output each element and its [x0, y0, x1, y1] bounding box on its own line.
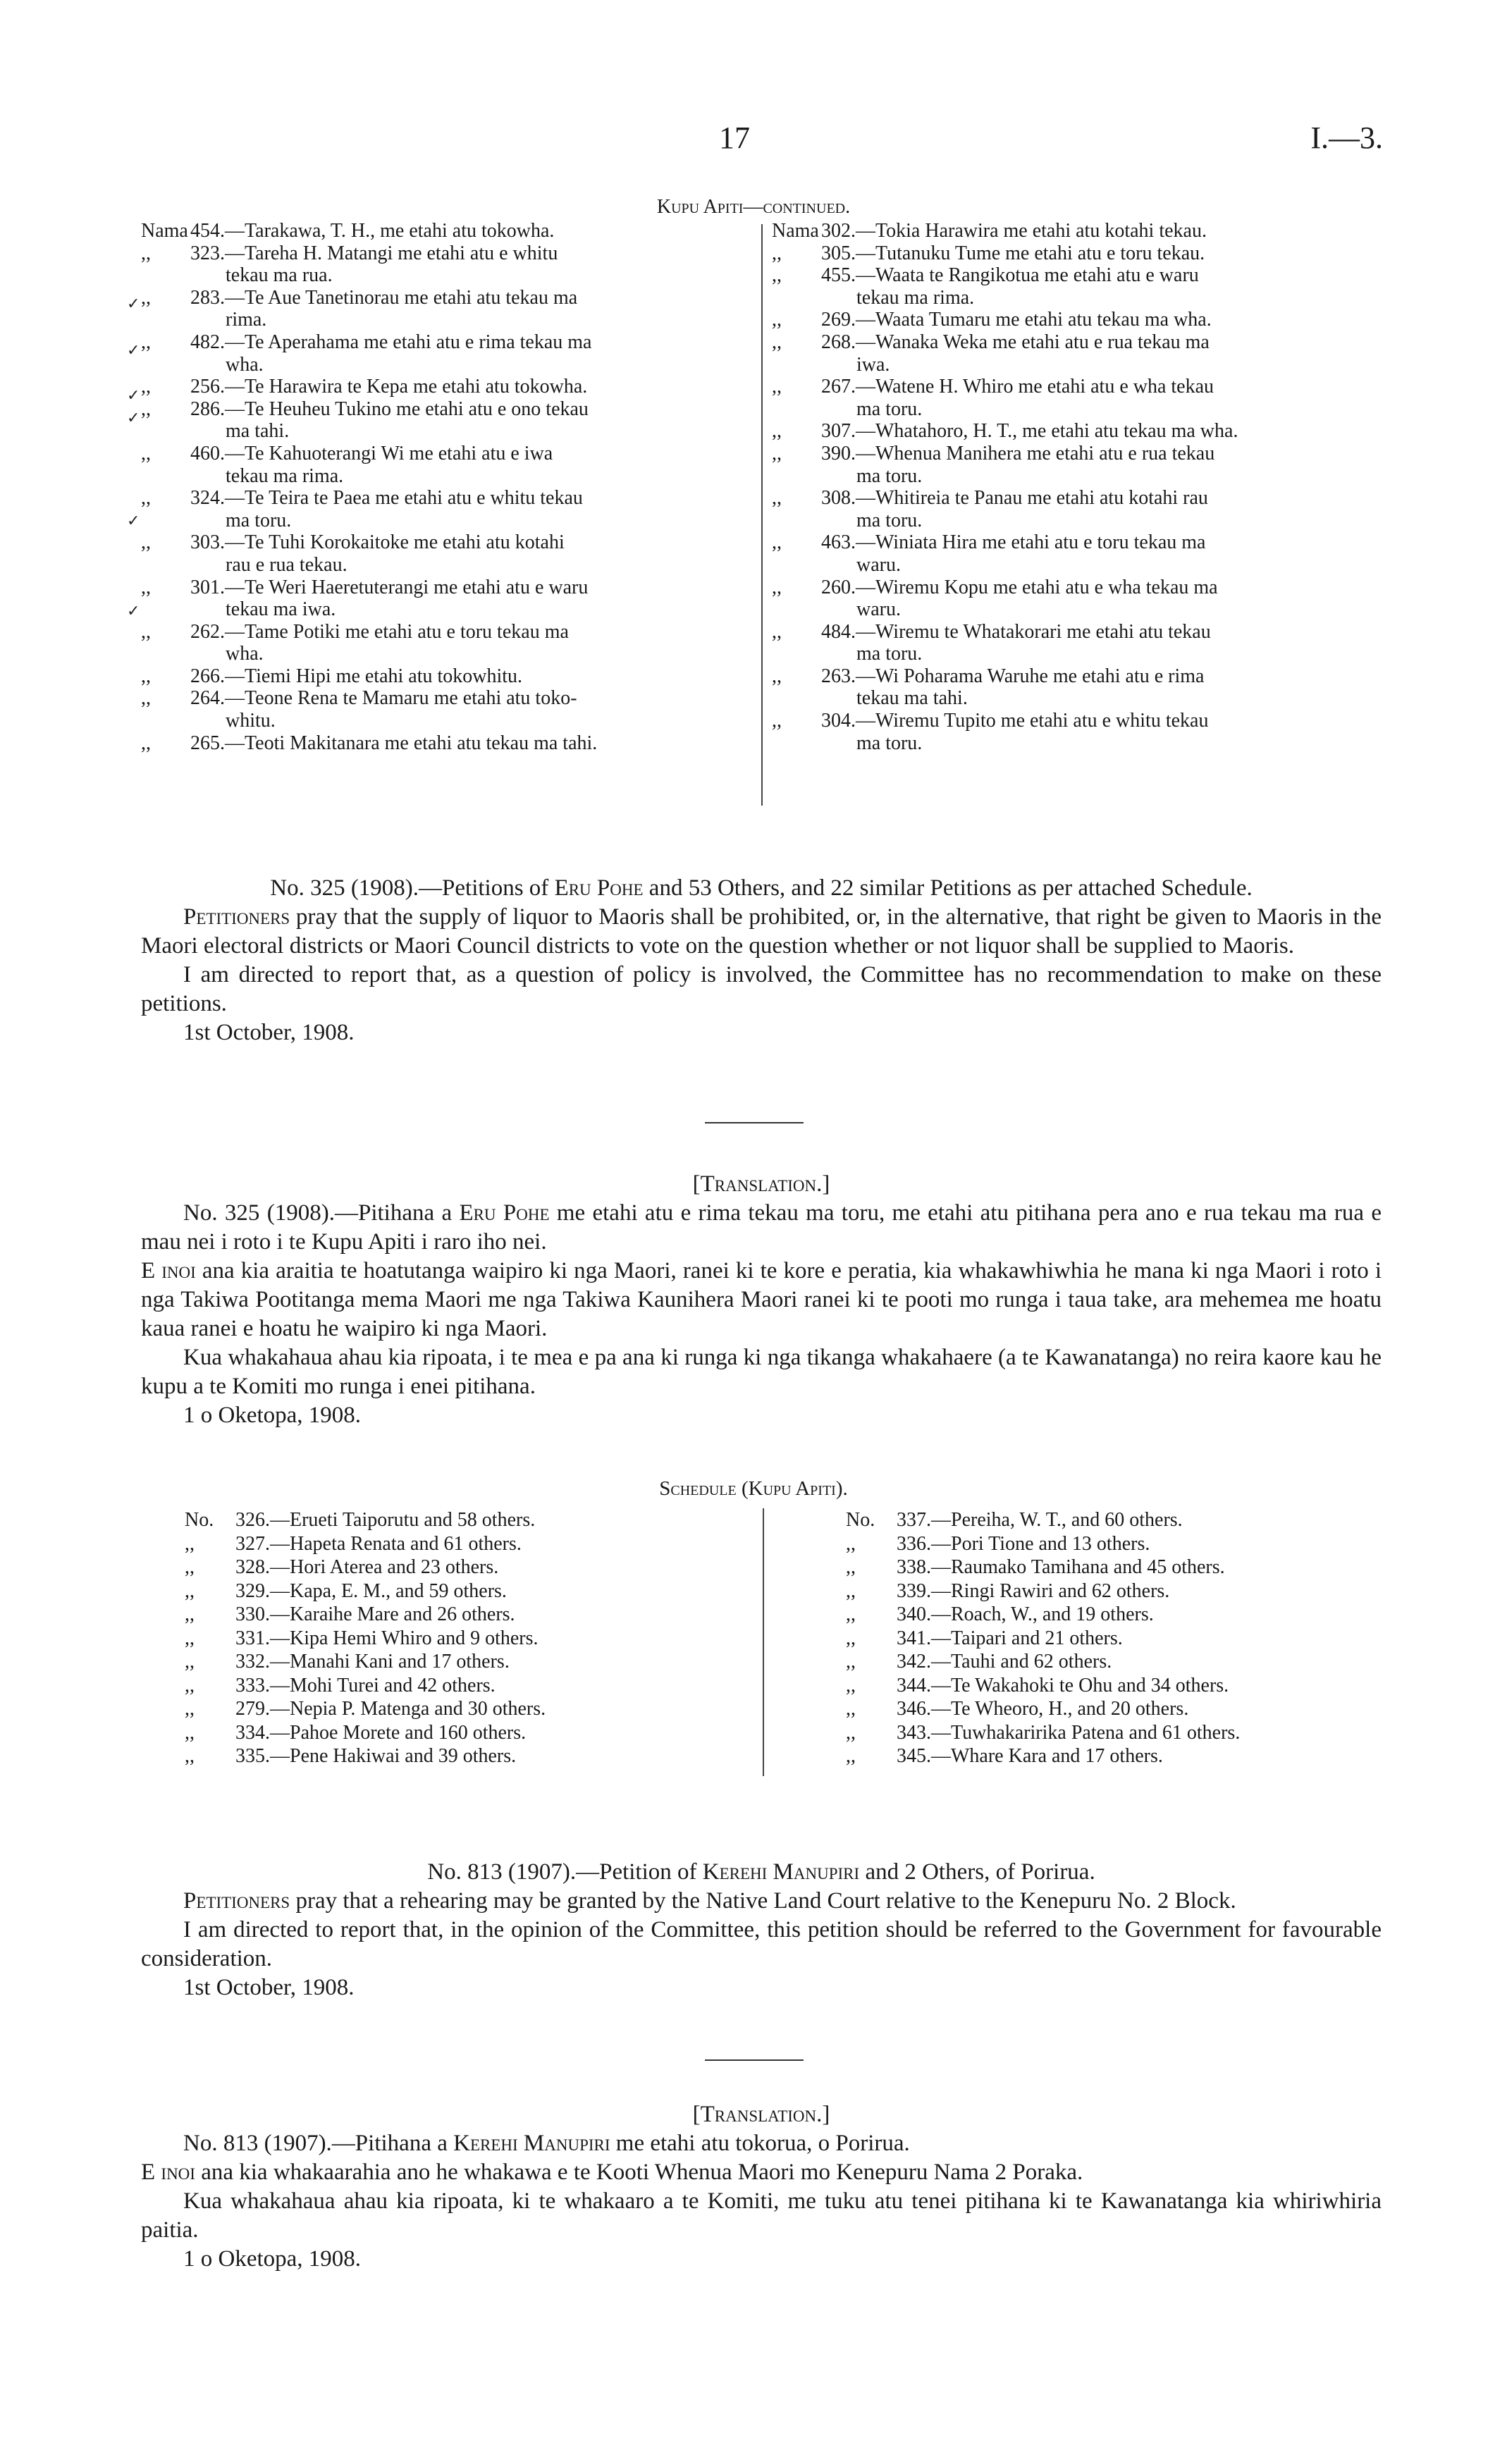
schedule-row: ,, 327.—Hapeta Renata and 61 others.: [185, 1532, 522, 1555]
document-code: I.—3.: [1310, 121, 1383, 155]
kupu-entry-text: 268.—Wanaka Weka me etahi atu e rua tekau ma: [821, 331, 1210, 353]
kupu-entry-text: 303.—Te Tuhi Korokaitoke me etahi atu kotahi: [190, 531, 565, 554]
schedule-row-text: 333.—Mohi Turei and 42 others.: [235, 1674, 496, 1696]
section-divider: [705, 1122, 804, 1123]
kupu-entry-text: 283.—Te Aue Tanetinorau me etahi atu tekau ma: [190, 286, 578, 309]
kupu-entry: ,, 263.—Wi Poharama Waruhe me etahi atu e rima tekau ma tahi.: [772, 665, 1205, 710]
schedule-row-text: 326.—Erueti Taiporutu and 58 others.: [235, 1509, 536, 1531]
kupu-entry-text: 307.—Whatahoro, H. T., me etahi atu tekau ma wha.: [821, 420, 1238, 443]
kupu-entry-text: 463.—Winiata Hira me etahi atu e toru tekau ma: [821, 531, 1206, 554]
petition-325-section: [141, 874, 1382, 1047]
kupu-entry-text: 455.—Waata te Rangikotua me etahi atu e waru: [821, 264, 1199, 287]
kupu-entry: ,, 269.—Waata Tumaru me etahi atu tekau ma wha.: [772, 309, 1212, 331]
kupu-entry-text: 390.—Whenua Manihera me etahi atu e rua tekau: [821, 442, 1215, 464]
schedule-row-text: 328.—Hori Aterea and 23 others.: [235, 1556, 499, 1578]
schedule-row-text: 332.—Manahi Kani and 17 others.: [235, 1651, 510, 1673]
translation-heading: No. 325 (1908).—Pitihana a Eru Pohe me etahi atu e rima tekau ma toru, me etahi atu pitihana pera ano e rua tekau ma rua e mau nei i roto i te Kupu Apiti i raro iho nei.: [141, 1200, 1382, 1255]
kupu-entry-text: 324.—Te Teira te Paea me etahi atu e whitu tekau: [190, 487, 583, 510]
kupu-entry: ,, 460.—Te Kahuoterangi Wi me etahi atu e iwa tekau ma rima.: [141, 442, 553, 487]
schedule-row: ,, 342.—Tauhi and 62 others.: [846, 1651, 1112, 1673]
schedule-row-text: 341.—Taipari and 21 others.: [897, 1627, 1123, 1649]
schedule-row-text: 340.—Roach, W., and 19 others.: [897, 1603, 1154, 1625]
schedule-row-text: 339.—Ringi Rawiri and 62 others.: [897, 1579, 1170, 1602]
schedule-row: ,, 328.—Hori Aterea and 23 others.: [185, 1556, 499, 1578]
schedule-row-text: 331.—Kipa Hemi Whiro and 9 others.: [235, 1627, 539, 1649]
section-divider: [705, 2059, 804, 2061]
kupu-entry: ,, 304.—Wiremu Tupito me etahi atu e whitu tekau ma toru.: [772, 710, 1209, 754]
kupu-entry-text: 256.—Te Harawira te Kepa me etahi atu tokowha.: [190, 376, 588, 398]
schedule-row: ,, 279.—Nepia P. Matenga and 30 others.: [185, 1698, 546, 1720]
schedule-row: ,, 344.—Te Wakahoki te Ohu and 34 others.: [846, 1674, 1229, 1696]
kupu-entry: ,, 266.—Tiemi Hipi me etahi atu tokowhitu.: [141, 665, 523, 687]
schedule-row-text: 336.—Pori Tione and 13 others.: [897, 1532, 1150, 1555]
schedule-row: ,, 339.—Ringi Rawiri and 62 others.: [846, 1579, 1170, 1602]
schedule-row: ,, 335.—Pene Hakiwai and 39 others.: [185, 1745, 517, 1767]
kupu-entry-text: 266.—Tiemi Hipi me etahi atu tokowhitu.: [190, 665, 523, 687]
petition-325-heading: No. 325 (1908).—Petitions of Eru Pohe and 53 Others, and 22 similar Petitions as per attached Schedule.: [270, 875, 1253, 901]
schedule-row-text: 344.—Te Wakahoki te Ohu and 34 others.: [897, 1674, 1229, 1696]
kupu-entry: ,, 267.—Watene H. Whiro me etahi atu e wha tekau ma toru.: [772, 376, 1214, 420]
page-number: 17: [719, 121, 750, 155]
kupu-entry-text: 260.—Wiremu Kopu me etahi atu e wha tekau ma: [821, 576, 1218, 598]
translation-label: [Translation.]: [692, 1171, 830, 1197]
schedule-row: ,, 329.—Kapa, E. M., and 59 others.: [185, 1579, 507, 1602]
kupu-entry: ,, 390.—Whenua Manihera me etahi atu e rua tekau ma toru.: [772, 442, 1215, 487]
schedule-row-text: 335.—Pene Hakiwai and 39 others.: [235, 1745, 517, 1767]
kupu-apiti-right-column: [772, 220, 1378, 754]
kupu-entry: ,, 283.—Te Aue Tanetinorau me etahi atu tekau ma rima.: [141, 286, 578, 331]
kupu-entry: ,, 324.—Te Teira te Paea me etahi atu e whitu tekau ma toru.: [141, 487, 583, 531]
schedule-row-text: 329.—Kapa, E. M., and 59 others.: [235, 1579, 507, 1602]
kupu-entry-text: 308.—Whitireia te Panau me etahi atu kotahi rau: [821, 487, 1208, 510]
schedule-row: ,, 334.—Pahoe Morete and 160 others.: [185, 1721, 527, 1744]
petition-813-date: 1st October, 1908.: [183, 1975, 355, 2000]
translation-report: Kua whakahaua ahau kia ripoata, i te mea e pa ana ki runga ki nga tikanga whakahaere (a te Kawanatanga) no reira kaore kau he kupu a te Komiti mo runga i enei pitihana.: [141, 1345, 1382, 1399]
kupu-entry: ,, 265.—Teoti Makitanara me etahi atu tekau ma tahi.: [141, 732, 598, 754]
translation-date: 1 o Oketopa, 1908.: [183, 1403, 362, 1428]
column-divider: [761, 224, 763, 806]
schedule-row-text: 338.—Raumako Tamihana and 45 others.: [897, 1556, 1225, 1578]
kupu-entry: ,, 262.—Tame Potiki me etahi atu e toru tekau ma wha.: [141, 620, 569, 665]
page-header: [0, 120, 1507, 162]
schedule-row: ,, 333.—Mohi Turei and 42 others.: [185, 1674, 496, 1696]
margin-tick-icon: ✓: [127, 602, 140, 620]
kupu-entry-text: 264.—Teone Rena te Mamaru me etahi atu toko-: [190, 687, 577, 710]
margin-tick-icon: ✓: [127, 409, 140, 426]
kupu-entry: ,, 256.—Te Harawira te Kepa me etahi atu tokowha.: [141, 376, 588, 398]
kupu-entry: ,, 455.—Waata te Rangikotua me etahi atu e waru tekau ma rima.: [772, 264, 1199, 309]
schedule-row: ,, 343.—Tuwhakaririka Patena and 61 others.: [846, 1721, 1241, 1744]
schedule-column-divider: [763, 1508, 764, 1776]
kupu-entry: ,, 286.—Te Heuheu Tukino me etahi atu e ono tekau ma tahi.: [141, 398, 589, 443]
margin-tick-icon: ✓: [127, 386, 140, 404]
kupu-entry-text: 454.—Tarakawa, T. H., me etahi atu tokowha.: [190, 220, 555, 242]
kupu-apiti-caption: Kupu Apiti—continued.: [656, 196, 851, 218]
margin-tick-icon: ✓: [127, 295, 140, 312]
translation-label: [Translation.]: [692, 2102, 830, 2127]
kupu-entry-text: 301.—Te Weri Haeretuterangi me etahi atu e waru: [190, 576, 589, 598]
translation-report: Kua whakahaua ahau kia ripoata, ki te whakaaro a te Komiti, me tuku atu tenei pitihana ki te Kawanatanga kia whiriwhiria paitia.: [141, 2188, 1382, 2243]
schedule-row-text: 279.—Nepia P. Matenga and 30 others.: [235, 1698, 546, 1720]
schedule-row-text: 345.—Whare Kara and 17 others.: [897, 1745, 1163, 1767]
schedule-row: ,, 336.—Pori Tione and 13 others.: [846, 1532, 1150, 1555]
petition-813-heading: No. 813 (1907).—Petition of Kerehi Manupiri and 2 Others, of Porirua.: [427, 1859, 1095, 1885]
schedule-row-text: 330.—Karaihe Mare and 26 others.: [235, 1603, 515, 1625]
schedule-right-column: [846, 1508, 1382, 1768]
schedule-row: ,, 341.—Taipari and 21 others.: [846, 1627, 1123, 1649]
petition-325-translation: [141, 1170, 1382, 1430]
margin-tick-icon: ✓: [127, 341, 140, 359]
kupu-entry-text: 484.—Wiremu te Whatakorari me etahi atu tekau: [821, 620, 1211, 643]
margin-tick-icon: ✓: [127, 512, 140, 529]
kupu-entry: ,, 268.—Wanaka Weka me etahi atu e rua tekau ma iwa.: [772, 331, 1210, 376]
schedule-row-text: 334.—Pahoe Morete and 160 others.: [235, 1721, 527, 1744]
schedule-row: ,, 346.—Te Wheoro, H., and 20 others.: [846, 1698, 1189, 1720]
schedule-left-column: [185, 1508, 749, 1768]
kupu-entry-text: 302.—Tokia Harawira me etahi atu kotahi tekau.: [821, 220, 1207, 242]
schedule-row: ,, 340.—Roach, W., and 19 others.: [846, 1603, 1154, 1625]
kupu-entry-text: 269.—Waata Tumaru me etahi atu tekau ma wha.: [821, 309, 1212, 331]
petition-813-translation: [141, 2100, 1382, 2274]
kupu-entry-text: 267.—Watene H. Whiro me etahi atu e wha tekau: [821, 376, 1214, 398]
schedule-row-text: 342.—Tauhi and 62 others.: [897, 1651, 1112, 1673]
kupu-entry-text: 265.—Teoti Makitanara me etahi atu tekau ma tahi.: [190, 732, 598, 754]
kupu-entry-text: 262.—Tame Potiki me etahi atu e toru tekau ma: [190, 620, 569, 643]
kupu-entry: ,, 303.—Te Tuhi Korokaitoke me etahi atu kotahi rau e rua tekau.: [141, 531, 565, 576]
kupu-entry-text: 323.—Tareha H. Matangi me etahi atu e whitu: [190, 242, 558, 264]
kupu-entry: ,, 308.—Whitireia te Panau me etahi atu kotahi rau ma toru.: [772, 487, 1208, 531]
schedule-row: ,, 330.—Karaihe Mare and 26 others.: [185, 1603, 515, 1625]
translation-body: E inoi ana kia whakaarahia ano he whakawa e te Kooti Whenua Maori mo Kenepuru Nama 2 Poraka.: [141, 2160, 1083, 2185]
kupu-entry: ,, 484.—Wiremu te Whatakorari me etahi atu tekau ma toru.: [772, 620, 1211, 665]
kupu-entry: ,, 305.—Tutanuku Tume me etahi atu e toru tekau.: [772, 242, 1205, 264]
petition-813-body: Petitioners pray that a rehearing may be granted by the Native Land Court relative to the Kenepuru No. 2 Block.: [183, 1888, 1236, 1914]
schedule-caption: Schedule (Kupu Apiti).: [659, 1477, 848, 1500]
kupu-entry-text: 263.—Wi Poharama Waruhe me etahi atu e rima: [821, 665, 1205, 687]
kupu-entry: Nama 454.—Tarakawa, T. H., me etahi atu tokowha.: [141, 220, 555, 242]
kupu-entry-text: 304.—Wiremu Tupito me etahi atu e whitu tekau: [821, 710, 1209, 732]
translation-body: E inoi ana kia araitia te hoatutanga waipiro ki nga Maori, ranei ki te kore e peratia, kia whakawhiwhia he mana ki nga Maori i roto i nga Takiwa Pootitanga mema Maori me nga Takiwa Kaunihera Maori ranei ki te pooti mo runga i taua take, ara mehemea me hoatu kaua ranei e hoatu he waipiro ki nga Maori.: [141, 1258, 1382, 1341]
schedule-row: ,, 331.—Kipa Hemi Whiro and 9 others.: [185, 1627, 539, 1649]
kupu-entry: ,, 264.—Teone Rena te Mamaru me etahi atu toko- whitu.: [141, 687, 577, 732]
schedule-row-text: 346.—Te Wheoro, H., and 20 others.: [897, 1698, 1189, 1720]
schedule-row: No. 326.—Erueti Taiporutu and 58 others.: [185, 1509, 536, 1531]
schedule-row-text: 337.—Pereiha, W. T., and 60 others.: [897, 1509, 1183, 1531]
schedule-row: No. 337.—Pereiha, W. T., and 60 others.: [846, 1509, 1183, 1531]
petition-325-date: 1st October, 1908.: [183, 1020, 355, 1045]
translation-date: 1 o Oketopa, 1908.: [183, 2246, 362, 2272]
translation-heading: No. 813 (1907).—Pitihana a Kerehi Manupiri me etahi atu tokorua, o Porirua.: [183, 2131, 910, 2156]
kupu-entry-text: 482.—Te Aperahama me etahi atu e rima tekau ma: [190, 331, 592, 353]
schedule-row-text: 343.—Tuwhakaririka Patena and 61 others.: [897, 1721, 1241, 1744]
kupu-entry: ,, 301.—Te Weri Haeretuterangi me etahi atu e waru tekau ma iwa.: [141, 576, 589, 621]
schedule-row-text: 327.—Hapeta Renata and 61 others.: [235, 1532, 522, 1555]
kupu-entry: ,, 307.—Whatahoro, H. T., me etahi atu tekau ma wha.: [772, 420, 1238, 443]
kupu-entry-text: 305.—Tutanuku Tume me etahi atu e toru tekau.: [821, 242, 1205, 264]
kupu-entry: ,, 260.—Wiremu Kopu me etahi atu e wha tekau ma waru.: [772, 576, 1218, 621]
kupu-entry: ,, 463.—Winiata Hira me etahi atu e toru tekau ma waru.: [772, 531, 1206, 576]
petition-813-section: [141, 1858, 1382, 2002]
kupu-entry: ,, 482.—Te Aperahama me etahi atu e rima tekau ma wha.: [141, 331, 592, 376]
kupu-entry-text: 286.—Te Heuheu Tukino me etahi atu e ono tekau: [190, 398, 589, 420]
petitioner-name: Eru Pohe: [554, 875, 644, 901]
petition-325-body: Petitioners pray that the supply of liquor to Maoris shall be prohibited, or, in the alternative, that right be given to Maoris in the Maori electoral districts or Maori Council districts to vote on the question whether or not liquor shall be supplied to Maoris.: [141, 904, 1382, 959]
kupu-entry-text: 460.—Te Kahuoterangi Wi me etahi atu e iwa: [190, 442, 553, 464]
schedule-row: ,, 338.—Raumako Tamihana and 45 others.: [846, 1556, 1225, 1578]
schedule-row: ,, 332.—Manahi Kani and 17 others.: [185, 1651, 510, 1673]
kupu-apiti-left-column: [141, 220, 754, 754]
kupu-entry: ,, 323.—Tareha H. Matangi me etahi atu e whitu tekau ma rua.: [141, 242, 558, 287]
schedule-row: ,, 345.—Whare Kara and 17 others.: [846, 1745, 1163, 1767]
petition-813-report: I am directed to report that, in the opinion of the Committee, this petition should be referred to the Government for favourable consideration.: [141, 1917, 1382, 1971]
kupu-entry: Nama 302.—Tokia Harawira me etahi atu kotahi tekau.: [772, 220, 1207, 242]
petition-325-report: I am directed to report that, as a question of policy is involved, the Committee has no recommendation to make on these petitions.: [141, 962, 1382, 1016]
